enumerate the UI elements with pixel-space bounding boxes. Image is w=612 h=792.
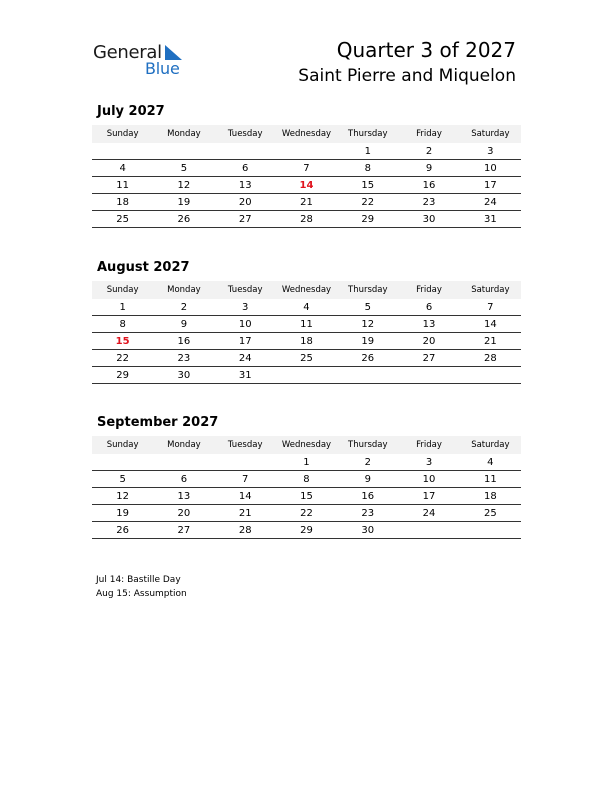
holiday-notes	[96, 573, 187, 601]
day-cell: 18	[276, 333, 337, 350]
day-cell: 4	[276, 299, 337, 316]
day-cell: 23	[153, 350, 214, 367]
day-cell: 27	[153, 522, 214, 539]
month-block	[92, 259, 521, 384]
day-cell: 24	[215, 350, 276, 367]
week-row	[92, 350, 521, 367]
week-row	[92, 143, 521, 160]
day-cell: 13	[398, 316, 459, 333]
day-cell: 16	[153, 333, 214, 350]
day-cell: 22	[92, 350, 153, 367]
weekday-header: Wednesday	[276, 125, 337, 143]
day-cell: 30	[153, 367, 214, 384]
day-cell: 29	[337, 211, 398, 228]
day-cell: 4	[460, 454, 521, 471]
weekday-header: Saturday	[460, 281, 521, 299]
day-cell: 20	[215, 194, 276, 211]
day-cell	[398, 367, 459, 384]
weekday-header: Sunday	[92, 281, 153, 299]
week-row	[92, 522, 521, 539]
week-row	[92, 160, 521, 177]
week-row	[92, 454, 521, 471]
day-cell: 14	[276, 177, 337, 194]
day-cell: 5	[337, 299, 398, 316]
page-title: Quarter 3 of 2027	[336, 38, 516, 62]
day-cell: 11	[276, 316, 337, 333]
day-cell: 6	[398, 299, 459, 316]
day-cell: 12	[153, 177, 214, 194]
day-cell: 10	[215, 316, 276, 333]
logo-text-general: General	[93, 42, 162, 63]
weekday-header-row	[92, 436, 521, 454]
day-cell: 1	[276, 454, 337, 471]
week-row	[92, 177, 521, 194]
weekday-header: Friday	[398, 281, 459, 299]
weekday-header: Monday	[153, 281, 214, 299]
day-cell: 21	[276, 194, 337, 211]
day-cell: 23	[337, 505, 398, 522]
day-cell: 11	[92, 177, 153, 194]
weekday-header: Thursday	[337, 436, 398, 454]
day-cell: 7	[460, 299, 521, 316]
weekday-header: Friday	[398, 436, 459, 454]
month-block	[92, 414, 521, 539]
day-cell: 5	[92, 471, 153, 488]
day-cell	[92, 143, 153, 160]
week-row	[92, 367, 521, 384]
weekday-header: Tuesday	[215, 281, 276, 299]
day-cell	[92, 454, 153, 471]
day-cell: 22	[337, 194, 398, 211]
day-cell	[215, 454, 276, 471]
day-cell: 31	[460, 211, 521, 228]
day-cell: 6	[153, 471, 214, 488]
calendar-table	[92, 436, 521, 539]
day-cell: 30	[398, 211, 459, 228]
day-cell: 18	[460, 488, 521, 505]
day-cell	[276, 143, 337, 160]
day-cell: 19	[92, 505, 153, 522]
day-cell: 22	[276, 505, 337, 522]
day-cell: 28	[276, 211, 337, 228]
day-cell	[398, 522, 459, 539]
day-cell: 13	[153, 488, 214, 505]
day-cell: 15	[92, 333, 153, 350]
day-cell: 29	[276, 522, 337, 539]
weekday-header: Saturday	[460, 436, 521, 454]
day-cell	[153, 454, 214, 471]
month-block	[92, 103, 521, 228]
day-cell: 14	[215, 488, 276, 505]
day-cell: 20	[153, 505, 214, 522]
day-cell: 10	[460, 160, 521, 177]
day-cell: 8	[337, 160, 398, 177]
day-cell: 29	[92, 367, 153, 384]
day-cell: 2	[153, 299, 214, 316]
page-subtitle: Saint Pierre and Miquelon	[298, 66, 516, 86]
day-cell: 3	[460, 143, 521, 160]
week-row	[92, 299, 521, 316]
day-cell: 31	[215, 367, 276, 384]
month-title: July 2027	[97, 104, 165, 119]
weekday-header: Saturday	[460, 125, 521, 143]
month-title: August 2027	[97, 260, 190, 275]
day-cell: 1	[337, 143, 398, 160]
day-cell	[337, 367, 398, 384]
day-cell: 17	[460, 177, 521, 194]
weekday-header: Friday	[398, 125, 459, 143]
logo	[93, 40, 193, 80]
day-cell: 9	[398, 160, 459, 177]
day-cell	[153, 143, 214, 160]
day-cell: 20	[398, 333, 459, 350]
day-cell: 7	[276, 160, 337, 177]
day-cell: 7	[215, 471, 276, 488]
day-cell	[276, 367, 337, 384]
day-cell: 28	[215, 522, 276, 539]
day-cell: 17	[215, 333, 276, 350]
weekday-header: Tuesday	[215, 436, 276, 454]
day-cell: 12	[337, 316, 398, 333]
day-cell: 10	[398, 471, 459, 488]
day-cell: 15	[337, 177, 398, 194]
weekday-header: Sunday	[92, 125, 153, 143]
day-cell: 14	[460, 316, 521, 333]
day-cell: 9	[337, 471, 398, 488]
day-cell: 16	[337, 488, 398, 505]
week-row	[92, 471, 521, 488]
day-cell: 9	[153, 316, 214, 333]
day-cell: 26	[153, 211, 214, 228]
day-cell	[460, 367, 521, 384]
day-cell: 21	[215, 505, 276, 522]
weekday-header-row	[92, 281, 521, 299]
week-row	[92, 488, 521, 505]
day-cell: 21	[460, 333, 521, 350]
day-cell: 4	[92, 160, 153, 177]
day-cell: 12	[92, 488, 153, 505]
weekday-header: Thursday	[337, 125, 398, 143]
weekday-header: Monday	[153, 125, 214, 143]
day-cell: 23	[398, 194, 459, 211]
holiday-note: Aug 15: Assumption	[96, 589, 187, 599]
day-cell	[460, 522, 521, 539]
week-row	[92, 211, 521, 228]
day-cell: 19	[337, 333, 398, 350]
day-cell: 18	[92, 194, 153, 211]
day-cell: 2	[398, 143, 459, 160]
month-title: September 2027	[97, 415, 219, 430]
day-cell: 13	[215, 177, 276, 194]
day-cell: 25	[460, 505, 521, 522]
day-cell: 1	[92, 299, 153, 316]
day-cell: 19	[153, 194, 214, 211]
day-cell: 8	[276, 471, 337, 488]
day-cell: 27	[215, 211, 276, 228]
calendar-table	[92, 281, 521, 384]
day-cell: 3	[398, 454, 459, 471]
weekday-header: Monday	[153, 436, 214, 454]
weekday-header: Thursday	[337, 281, 398, 299]
day-cell: 17	[398, 488, 459, 505]
day-cell: 25	[92, 211, 153, 228]
weekday-header: Tuesday	[215, 125, 276, 143]
week-row	[92, 316, 521, 333]
week-row	[92, 194, 521, 211]
day-cell: 3	[215, 299, 276, 316]
day-cell: 27	[398, 350, 459, 367]
day-cell: 26	[337, 350, 398, 367]
day-cell	[215, 143, 276, 160]
day-cell: 28	[460, 350, 521, 367]
day-cell: 30	[337, 522, 398, 539]
weekday-header-row	[92, 125, 521, 143]
day-cell: 11	[460, 471, 521, 488]
holiday-note: Jul 14: Bastille Day	[96, 575, 181, 585]
day-cell: 25	[276, 350, 337, 367]
logo-text-blue: Blue	[145, 59, 180, 78]
day-cell: 5	[153, 160, 214, 177]
weekday-header: Sunday	[92, 436, 153, 454]
day-cell: 8	[92, 316, 153, 333]
calendar-table	[92, 125, 521, 228]
week-row	[92, 505, 521, 522]
weekday-header: Wednesday	[276, 436, 337, 454]
day-cell: 2	[337, 454, 398, 471]
week-row	[92, 333, 521, 350]
day-cell: 24	[398, 505, 459, 522]
day-cell: 6	[215, 160, 276, 177]
weekday-header: Wednesday	[276, 281, 337, 299]
day-cell: 26	[92, 522, 153, 539]
day-cell: 16	[398, 177, 459, 194]
day-cell: 24	[460, 194, 521, 211]
day-cell: 15	[276, 488, 337, 505]
